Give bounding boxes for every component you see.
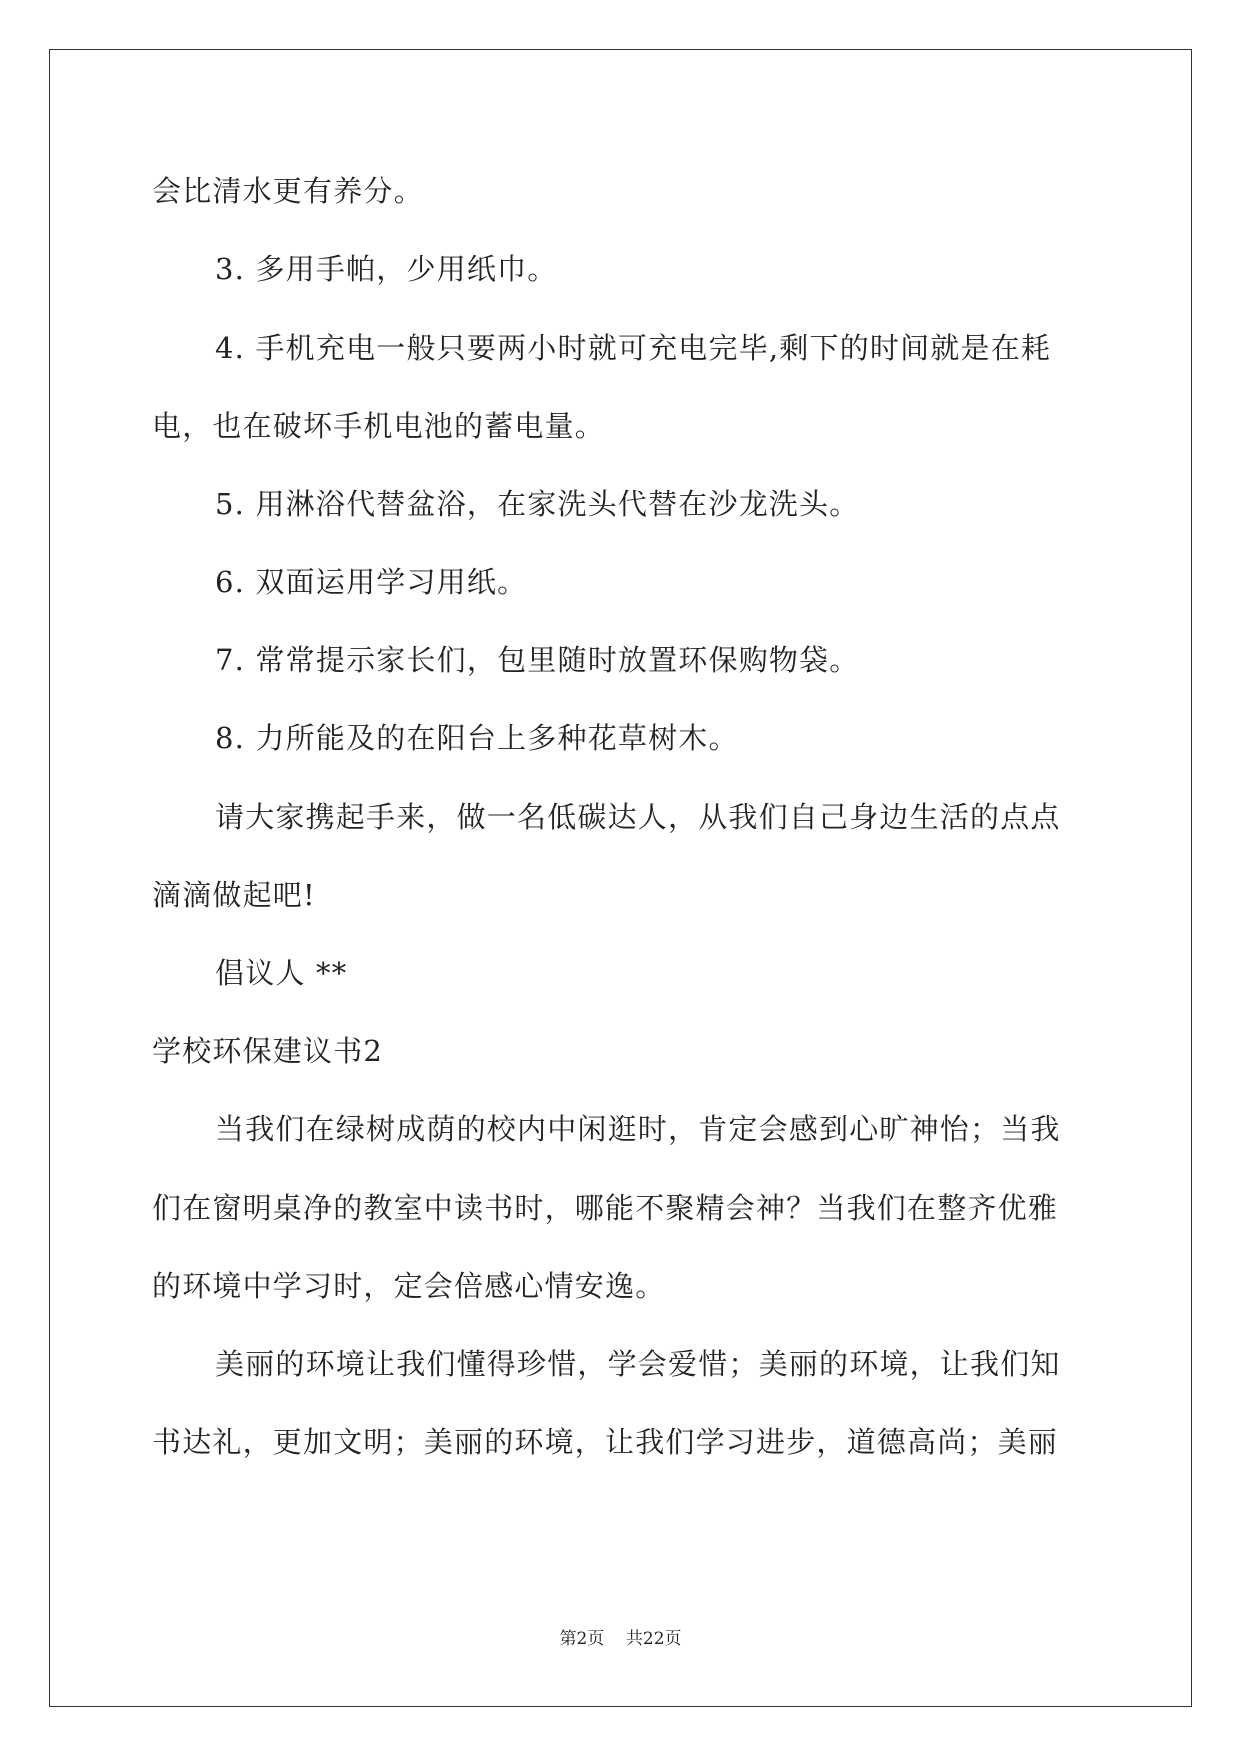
list-item: 7. 常常提示家长们，包里随时放置环保购物袋。 bbox=[215, 643, 860, 677]
text-line: 的环境中学习时，定会倍感心情安逸。 bbox=[152, 1269, 666, 1303]
signature-line: 倡议人 ** bbox=[215, 956, 348, 990]
page-footer bbox=[0, 1628, 1241, 1650]
list-item: 5. 用淋浴代替盆浴，在家洗头代替在沙龙洗头。 bbox=[215, 487, 860, 521]
text-line: 滴滴做起吧! bbox=[152, 878, 316, 912]
page-number: 第2页 bbox=[559, 1629, 605, 1649]
paragraph-line: 美丽的环境让我们懂得珍惜，学会爱惜；美丽的环境，让我们知 bbox=[215, 1347, 1061, 1381]
page-total: 共22页 bbox=[625, 1629, 682, 1649]
paragraph-line: 当我们在绿树成荫的校内中闲逛时，肯定会感到心旷神怡；当我 bbox=[215, 1112, 1061, 1146]
list-item: 4. 手机充电一般只要两小时就可充电完毕,剩下的时间就是在耗 bbox=[215, 331, 1052, 365]
text-line: 会比清水更有养分。 bbox=[152, 174, 424, 208]
paragraph-line: 请大家携起手来，做一名低碳达人，从我们自己身边生活的点点 bbox=[215, 800, 1061, 834]
list-item: 8. 力所能及的在阳台上多种花草树木。 bbox=[215, 721, 739, 755]
section-heading: 学校环保建议书2 bbox=[152, 1034, 384, 1068]
list-item: 6. 双面运用学习用纸。 bbox=[215, 565, 528, 599]
text-line: 书达礼，更加文明；美丽的环境，让我们学习进步，道德高尚；美丽 bbox=[152, 1425, 1059, 1459]
text-line: 电，也在破坏手机电池的蓄电量。 bbox=[152, 409, 606, 443]
list-item: 3. 多用手帕，少用纸巾。 bbox=[215, 252, 558, 286]
text-line: 们在窗明桌净的教室中读书时，哪能不聚精会神？当我们在整齐优雅 bbox=[152, 1191, 1059, 1225]
